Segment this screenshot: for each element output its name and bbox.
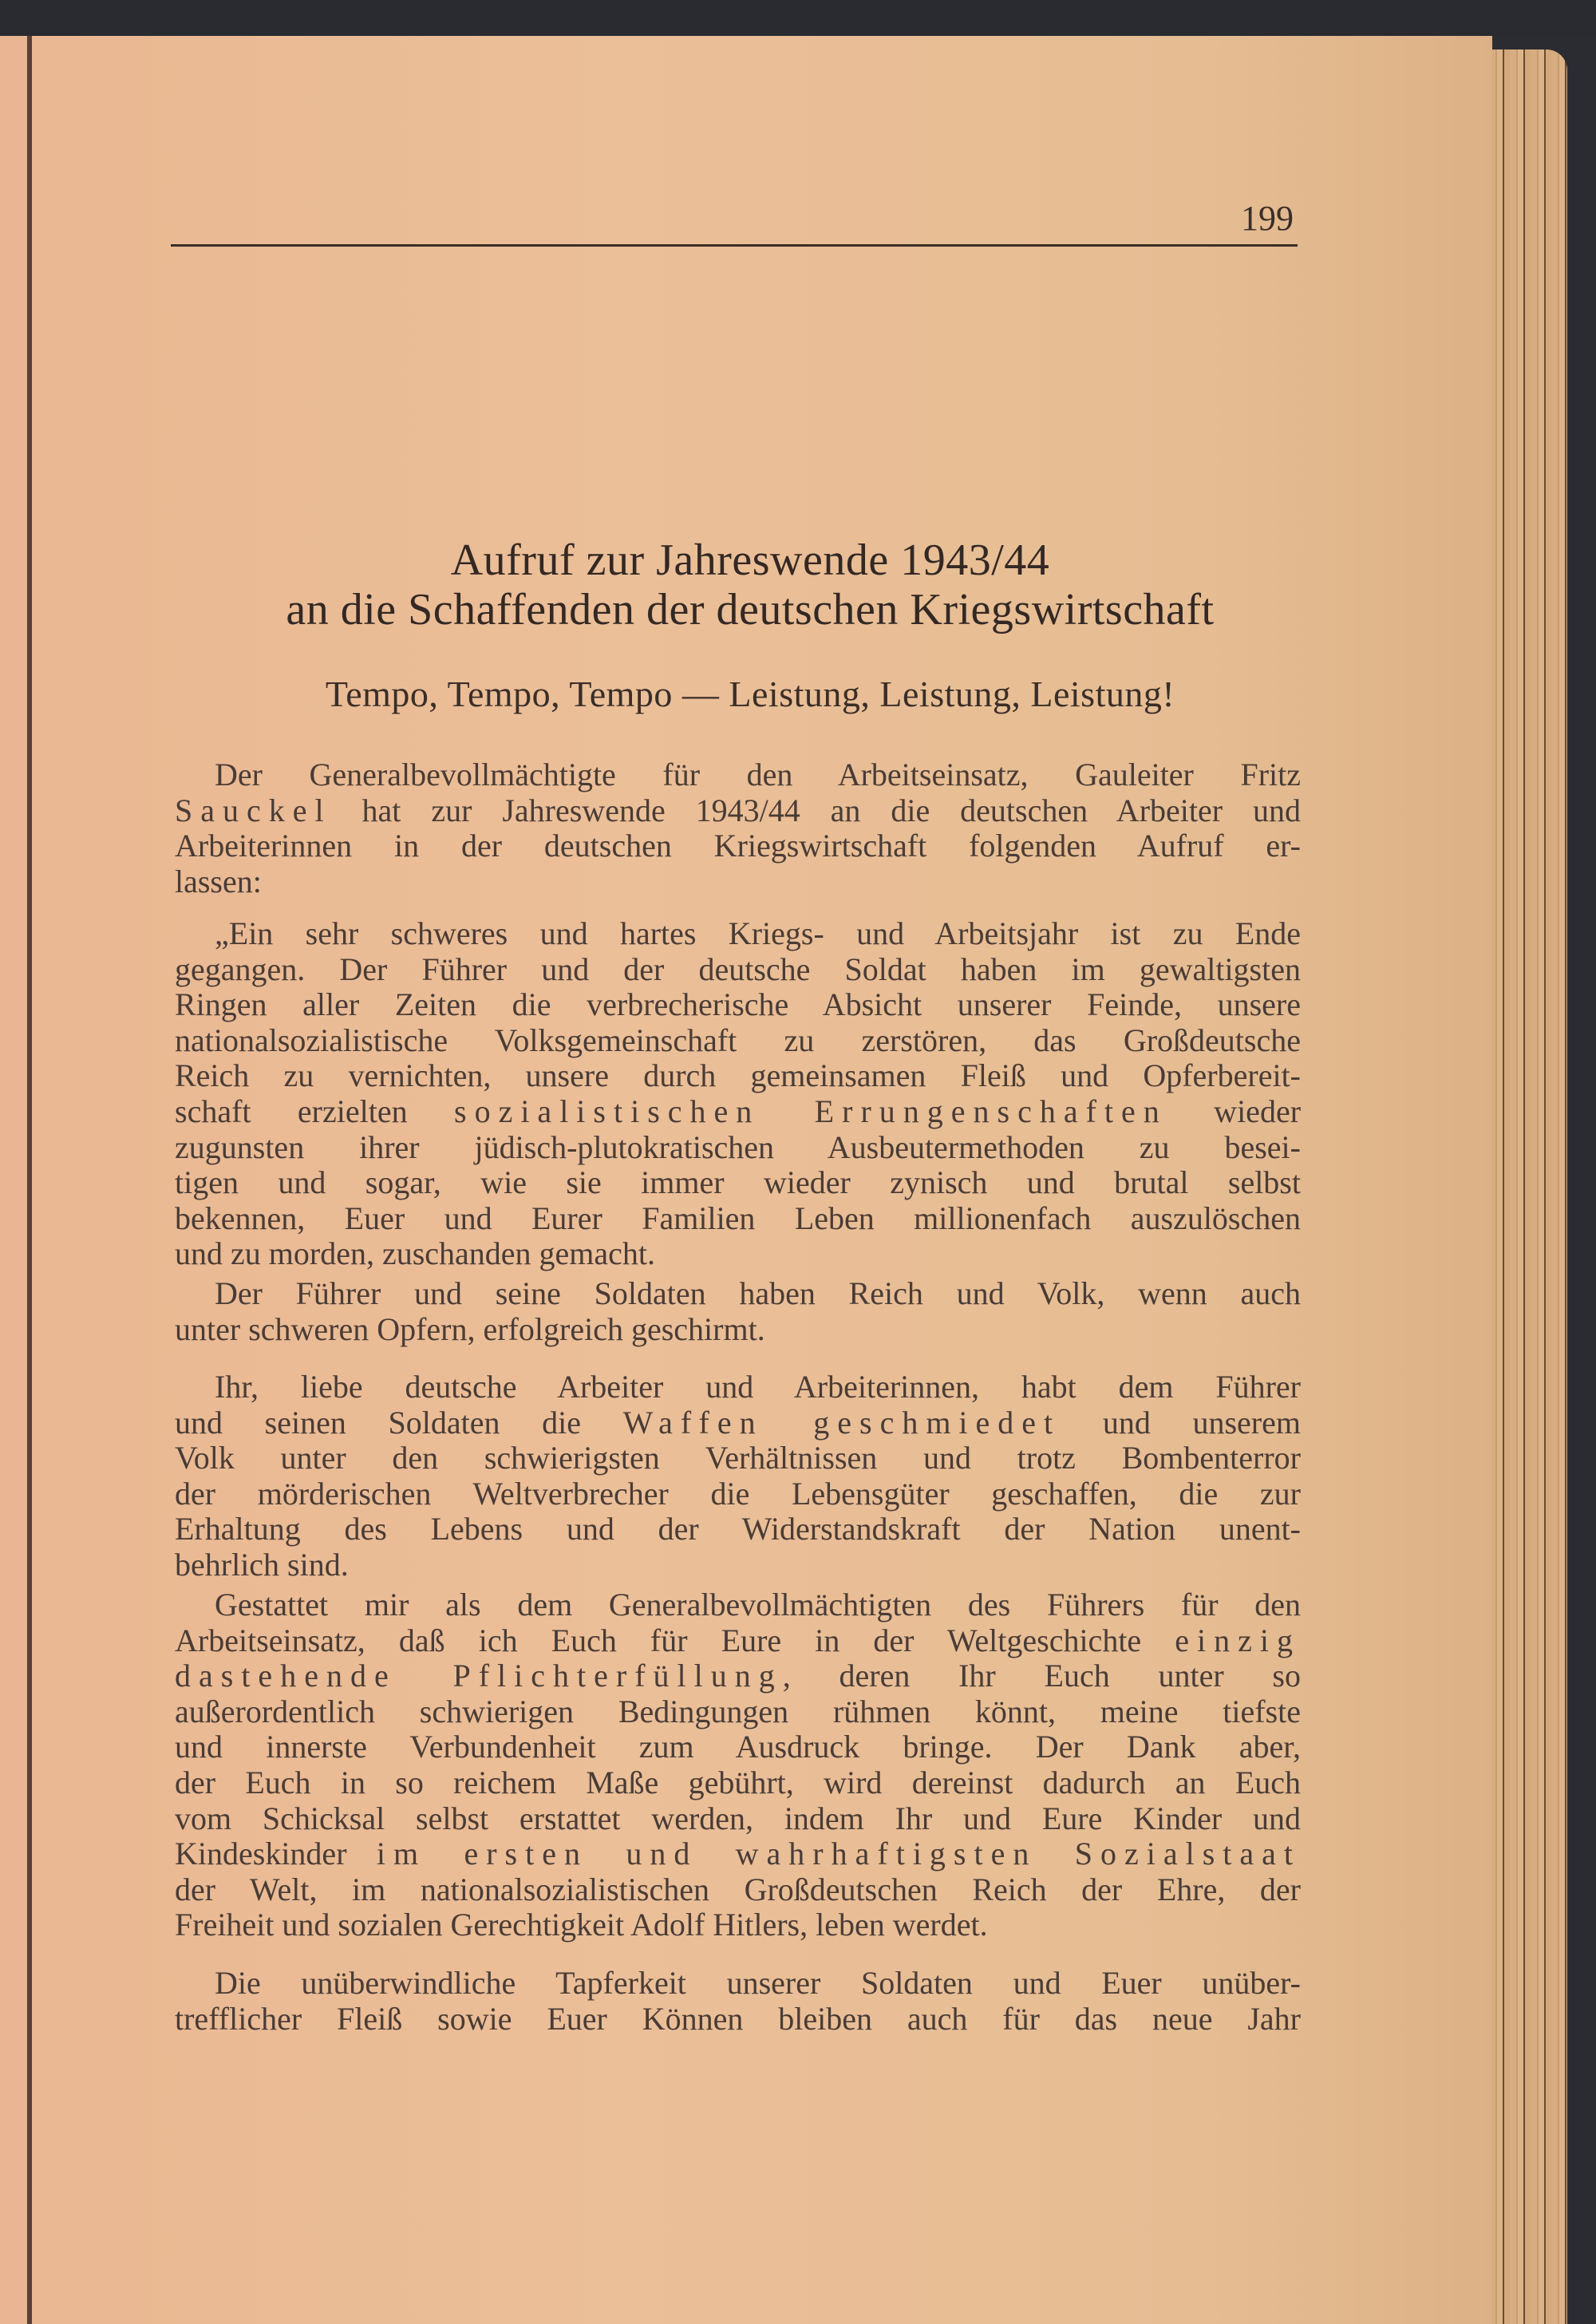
emphasized-text: Waffen geschmiedet	[622, 1404, 1061, 1441]
scan-background	[0, 0, 1596, 36]
text-segment: schaft erzielten	[175, 1093, 454, 1129]
text-line	[175, 1966, 1301, 2002]
text-segment: der Euch in so reichem Maße gebührt, wird dereinst dadurch an Euch	[175, 1764, 1301, 1800]
text-line	[175, 757, 1301, 793]
text-line	[175, 1907, 1301, 1943]
paragraph	[175, 1276, 1301, 1347]
text-segment: und zu morden, zuschanden gemacht.	[175, 1235, 656, 1272]
text-segment: Arbeitseinsatz, daß ich Euch für Eure in der Weltgeschichte	[175, 1622, 1175, 1658]
text-segment: und innerste Verbundenheit zum Ausdruck bringe. Der Dank aber,	[175, 1729, 1301, 1765]
title-line-2: an die Schaffenden der deutschen Kriegswirtschaft	[286, 585, 1215, 634]
text-line	[175, 1405, 1301, 1441]
text-line	[175, 1165, 1301, 1201]
text-segment: hat zur Jahreswende 1943/44 an die deutschen Arbeiter und	[331, 792, 1301, 828]
text-line	[175, 1058, 1301, 1094]
text-line	[175, 1587, 1301, 1623]
text-segment: der Welt, im nationalsozialistischen Großdeutschen Reich der Ehre, der	[175, 1871, 1301, 1907]
text-line	[175, 916, 1301, 952]
text-line	[175, 1623, 1301, 1659]
page-number: 199	[1241, 199, 1294, 238]
text-segment: Der Führer und seine Soldaten haben Reich und Volk, wenn auch	[215, 1275, 1301, 1311]
text-segment: bekennen, Euer und Eurer Familien Leben millionenfach auszulöschen	[175, 1200, 1301, 1236]
text-segment: lassen:	[175, 863, 262, 899]
text-segment: vom Schicksal selbst erstattet werden, indem Ihr und Eure Kinder und	[175, 1800, 1301, 1836]
text-segment: Die unüberwindliche Tapferkeit unserer Soldaten und Euer unüber-	[215, 1965, 1301, 2001]
paragraph	[175, 916, 1301, 1272]
text-segment: trefflicher Fleiß sowie Euer Können bleiben auch für das neue Jahr	[175, 2000, 1301, 2037]
text-segment: wieder	[1167, 1093, 1302, 1129]
emphasized-text: dastehende Pflichterfüllung	[175, 1658, 783, 1694]
text-segment: und unserem	[1061, 1404, 1301, 1441]
text-line	[175, 952, 1301, 988]
text-segment: Volk unter den schwierigsten Verhältnissen und trotz Bombenterror	[175, 1440, 1301, 1476]
emphasized-text: im ersten und wahrhaftigsten Sozialstaat	[376, 1836, 1301, 1872]
text-line	[175, 1201, 1301, 1237]
text-line	[175, 1023, 1301, 1059]
text-line	[175, 1276, 1301, 1312]
emphasized-text: sozialistischen Errungenschaften	[454, 1093, 1167, 1129]
text-segment: Erhaltung des Lebens und der Widerstandskraft der Nation unent-	[175, 1511, 1301, 1547]
text-line	[175, 1801, 1301, 1837]
text-segment: außerordentlich schwierigen Bedingungen rühmen könnt, meine tiefste	[175, 1693, 1301, 1729]
text-line	[175, 828, 1301, 864]
text-segment: Freiheit und sozialen Gerechtigkeit Adolf Hitlers, leben werdet.	[175, 1907, 988, 1943]
text-segment: Gestattet mir als dem Generalbevollmächtigten des Führers für den	[215, 1587, 1301, 1622]
header-rule	[171, 244, 1298, 247]
text-line	[175, 1370, 1301, 1405]
text-segment: , deren Ihr Euch unter so	[782, 1658, 1301, 1694]
text-segment: Reich zu vernichten, unsere durch gemeinsamen Fleiß und Opferbereit-	[175, 1057, 1301, 1094]
text-segment: der mörderischen Weltverbrecher die Lebensgüter geschaffen, die zur	[175, 1475, 1301, 1512]
paragraph	[175, 757, 1301, 899]
text-line	[175, 1658, 1301, 1694]
text-line	[175, 793, 1301, 829]
page-stack-edges	[1489, 49, 1567, 2324]
title-line-1: Aufruf zur Jahreswende 1943/44	[450, 536, 1050, 585]
paragraph	[175, 1370, 1301, 1583]
emphasized-text: einzig	[1175, 1622, 1301, 1658]
text-line	[175, 1547, 1301, 1583]
text-line	[175, 1765, 1301, 1801]
text-segment: Der Generalbevollmächtigte für den Arbeitseinsatz, Gauleiter Fritz	[215, 757, 1301, 792]
text-segment: nationalsozialistische Volksgemeinschaft zu zerstören, das Großdeutsche	[175, 1022, 1301, 1058]
text-segment: und seinen Soldaten die	[175, 1404, 623, 1441]
text-segment: Ringen aller Zeiten die verbrecherische Absicht unserer Feinde, unsere	[175, 986, 1301, 1023]
text-line	[175, 1872, 1301, 1908]
text-line	[175, 1312, 1301, 1348]
text-line	[175, 1094, 1301, 1130]
text-line	[175, 1694, 1301, 1730]
text-segment: tigen und sogar, wie sie immer wieder zynisch und brutal selbst	[175, 1164, 1301, 1201]
text-line	[175, 864, 1301, 900]
text-line	[175, 2002, 1301, 2037]
text-line	[175, 987, 1301, 1023]
text-line	[175, 1512, 1301, 1547]
emphasized-text: Sauckel	[175, 792, 332, 828]
text-line	[175, 1130, 1301, 1166]
text-line	[175, 1729, 1301, 1765]
text-segment: Ihr, liebe deutsche Arbeiter und Arbeiterinnen, habt dem Führer	[215, 1369, 1301, 1405]
paragraph	[175, 1966, 1301, 2037]
text-segment: Arbeiterinnen in der deutschen Kriegswirtschaft folgenden Aufruf er-	[175, 828, 1301, 864]
text-segment: „Ein sehr schweres und hartes Kriegs- und Arbeitsjahr ist zu Ende	[215, 915, 1301, 951]
text-line	[175, 1476, 1301, 1512]
text-line	[175, 1836, 1301, 1872]
paragraph	[175, 1587, 1301, 1943]
text-segment: gegangen. Der Führer und der deutsche Soldat haben im gewaltigsten	[175, 951, 1301, 987]
facing-page-edge	[0, 36, 30, 2324]
text-segment: Kindeskinder	[175, 1836, 377, 1872]
text-segment: zugunsten ihrer jüdisch-plutokratischen Ausbeutermethoden zu besei-	[175, 1128, 1301, 1165]
text-line	[175, 1441, 1301, 1476]
text-line	[175, 1236, 1301, 1272]
text-segment: unter schweren Opfern, erfolgreich geschirmt.	[175, 1310, 765, 1347]
subtitle: Tempo, Tempo, Tempo — Leistung, Leistung, Leistung!	[325, 674, 1175, 714]
text-segment: behrlich sind.	[175, 1546, 349, 1583]
